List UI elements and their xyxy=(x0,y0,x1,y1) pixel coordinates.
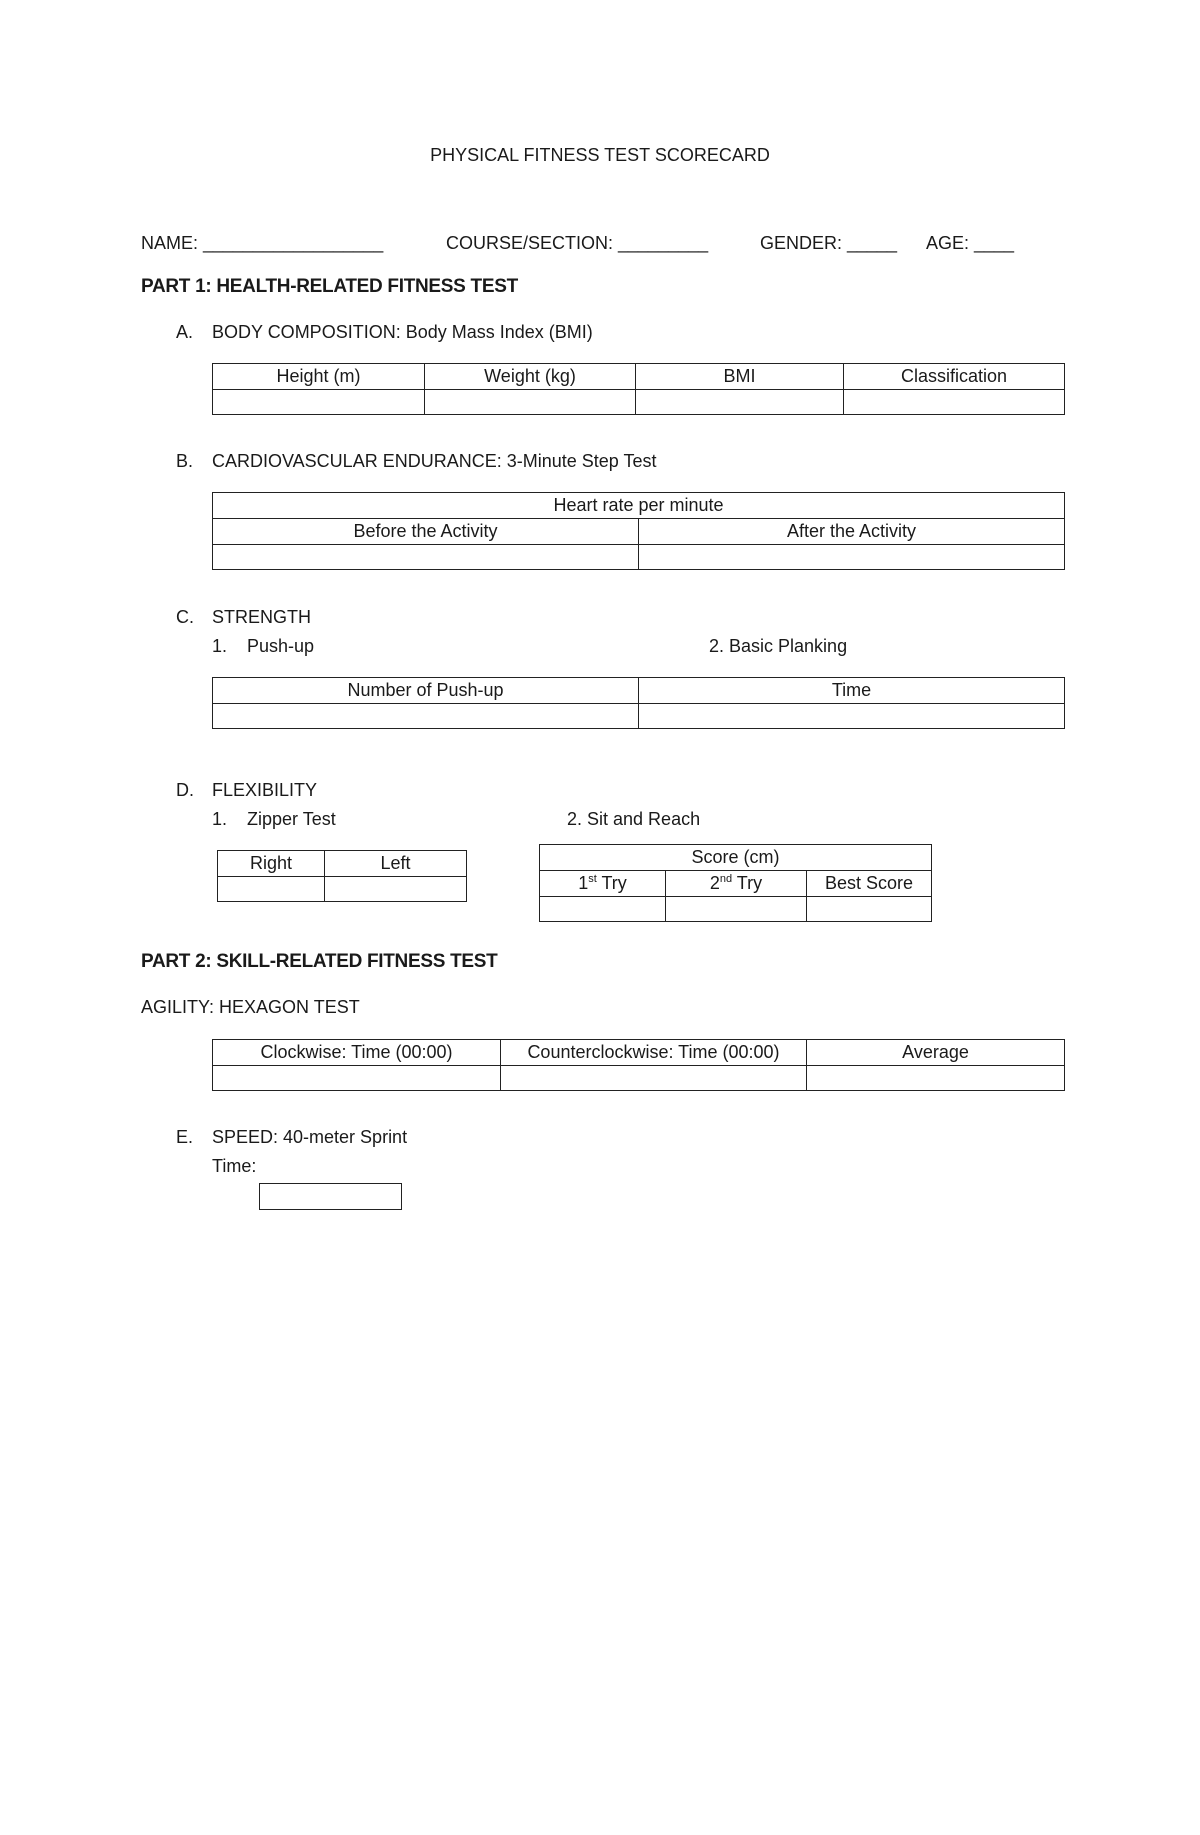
table-header-row xyxy=(540,871,932,897)
best-score-header: Best Score xyxy=(807,871,932,897)
table-row xyxy=(213,545,1065,570)
name-field[interactable]: NAME: __________________ xyxy=(141,233,384,253)
sit-reach-table xyxy=(539,844,932,922)
classification-cell[interactable] xyxy=(844,390,1065,415)
table-header-row xyxy=(213,519,1065,545)
table-row xyxy=(218,877,467,902)
average-header: Average xyxy=(807,1040,1065,1066)
classification-header: Classification xyxy=(844,364,1065,390)
heart-rate-header: Heart rate per minute xyxy=(213,493,1065,519)
before-activity-cell[interactable] xyxy=(213,545,639,570)
heart-rate-table xyxy=(212,492,1065,570)
first-try-header: 1st Try xyxy=(540,871,666,897)
after-activity-cell[interactable] xyxy=(639,545,1065,570)
sprint-time-box[interactable] xyxy=(259,1183,402,1210)
part1-heading: PART 1: HEALTH-RELATED FITNESS TEST xyxy=(141,276,518,297)
pushup-number: 1. xyxy=(212,636,228,656)
weight-header: Weight (kg) xyxy=(425,364,636,390)
planking-label: 2. Basic Planking xyxy=(709,636,848,656)
strength-table xyxy=(212,677,1065,729)
pushup-label: Push-up xyxy=(247,636,315,656)
after-activity-header: After the Activity xyxy=(639,519,1065,545)
part2-heading: PART 2: SKILL-RELATED FITNESS TEST xyxy=(141,951,498,972)
zipper-number: 1. xyxy=(212,809,228,829)
section-c-label: STRENGTH xyxy=(212,607,311,627)
table-header-row xyxy=(213,364,1065,390)
bmi-cell[interactable] xyxy=(636,390,844,415)
clockwise-header: Clockwise: Time (00:00) xyxy=(213,1040,501,1066)
clockwise-cell[interactable] xyxy=(213,1066,501,1091)
second-try-header: 2nd Try xyxy=(666,871,807,897)
agility-table xyxy=(212,1039,1065,1091)
planking-time-header: Time xyxy=(639,678,1065,704)
table-header-row xyxy=(213,1040,1065,1066)
bmi-table xyxy=(212,363,1065,415)
planking-time-cell[interactable] xyxy=(639,704,1065,729)
table-header-row xyxy=(213,678,1065,704)
left-cell[interactable] xyxy=(325,877,467,902)
counterclockwise-cell[interactable] xyxy=(501,1066,807,1091)
age-field[interactable]: AGE: ____ xyxy=(926,233,1015,253)
score-cm-header: Score (cm) xyxy=(540,845,932,871)
table-row xyxy=(213,390,1065,415)
table-group-header-row xyxy=(213,493,1065,519)
section-e-letter: E. xyxy=(176,1127,194,1147)
section-d-label: FLEXIBILITY xyxy=(212,780,318,800)
zipper-table xyxy=(217,850,467,902)
zipper-label: Zipper Test xyxy=(247,809,336,829)
course-section-field[interactable]: COURSE/SECTION: _________ xyxy=(446,233,709,253)
table-header-row xyxy=(218,851,467,877)
height-header: Height (m) xyxy=(213,364,425,390)
time-label: Time: xyxy=(212,1156,257,1176)
height-cell[interactable] xyxy=(213,390,425,415)
before-activity-header: Before the Activity xyxy=(213,519,639,545)
section-d-letter: D. xyxy=(176,780,194,800)
right-header: Right xyxy=(218,851,325,877)
table-group-header-row xyxy=(540,845,932,871)
weight-cell[interactable] xyxy=(425,390,636,415)
bmi-header: BMI xyxy=(636,364,844,390)
best-score-cell[interactable] xyxy=(807,897,932,922)
agility-label: AGILITY: HEXAGON TEST xyxy=(141,997,360,1017)
section-c-letter: C. xyxy=(176,607,194,627)
section-a-label: BODY COMPOSITION: Body Mass Index (BMI) xyxy=(212,322,593,342)
gender-field[interactable]: GENDER: _____ xyxy=(760,233,898,253)
table-row xyxy=(213,1066,1065,1091)
sit-reach-label: 2. Sit and Reach xyxy=(567,809,701,829)
counterclockwise-header: Counterclockwise: Time (00:00) xyxy=(501,1040,807,1066)
right-cell[interactable] xyxy=(218,877,325,902)
section-e-label: SPEED: 40-meter Sprint xyxy=(212,1127,408,1147)
section-b-label: CARDIOVASCULAR ENDURANCE: 3-Minute Step Test xyxy=(212,451,657,471)
table-row xyxy=(540,897,932,922)
average-cell[interactable] xyxy=(807,1066,1065,1091)
first-try-cell[interactable] xyxy=(540,897,666,922)
section-b-letter: B. xyxy=(176,451,194,471)
page-title: PHYSICAL FITNESS TEST SCORECARD xyxy=(430,145,770,165)
pushup-count-cell[interactable] xyxy=(213,704,639,729)
pushup-count-header: Number of Push-up xyxy=(213,678,639,704)
second-try-cell[interactable] xyxy=(666,897,807,922)
left-header: Left xyxy=(325,851,467,877)
table-row xyxy=(213,704,1065,729)
section-a-letter: A. xyxy=(176,322,194,342)
